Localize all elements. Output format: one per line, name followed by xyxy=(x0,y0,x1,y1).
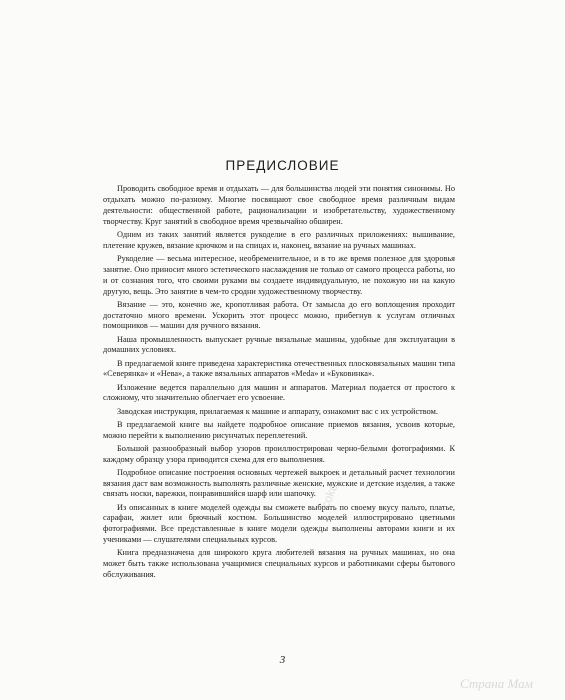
paragraph: Проводить свободное время и отдыхать — для большинства людей эти понятия синонимы. Но отдыхать можно по-разному. Многие посвящают свое свободное время различным видам деятельности: общественной работе, рационализации и изобретательству, художественному творчеству. Круг занятий в свободное время чрезвычайно обширен. xyxy=(103,184,455,226)
corner-watermark: Страна Мам xyxy=(460,676,533,691)
paragraph: Рукоделие — весьма интересное, необременительное, и в то же время полезное для здоровья занятие. Оно приносит много эстетического наслаждения не только от самого процесса работы, но и от сознания того, что своими руками вы создаете индивидуальную, не похожую ни на какую другую, вещь. Это занятие в чем-то сродни художественному творчеству. xyxy=(103,253,455,296)
paragraph: В предлагаемой книге приведена характеристика отечественных плосковязальных машин типа «Северянка» и «Нева», а также вязальных аппаратов «Meda» и «Буковинка». xyxy=(103,358,455,379)
paragraph: Вязание — это, конечно же, кропотливая работа. От замысла до его воплощения проходит достаточно много времени. Ускорить этот процесс можно, прибегнув к услугам отличных помощников — машин для ручного вязания. xyxy=(103,299,455,331)
preface-body xyxy=(103,184,455,583)
paragraph: Наша промышленность выпускает ручные вязальные машины, удобные для эксплуатации в домашних условиях. xyxy=(103,334,455,355)
paragraph: Одним из таких занятий является рукоделие в его различных приложениях: вышивание, плетение кружев, вязание крючком и на спицах и, наконец, вязание на ручных машинах. xyxy=(103,229,455,250)
paragraph: Заводская инструкция, прилагаемая к машине и аппарату, ознакомит вас с их устройством. xyxy=(117,406,438,416)
paragraph: Из описанных в книге моделей одежды вы сможете выбрать по своему вкусу пальто, платье, сарафан, жилет или брючный костюм. Большинство моделей иллюстрировано цветными фотографиями. Все представленные в книге модели одежды выполнены авторами книги и их учениками — слушателями специальных курсов. xyxy=(103,502,455,545)
paragraph: Книга предназначена для широкого круга любителей вязания на ручных машинах, но она может быть также использована учащимися специальных курсов и работниками сферы бытового обслуживания. xyxy=(103,548,455,580)
page-title: ПРЕДИСЛОВИЕ xyxy=(225,158,340,173)
page-number: 3 xyxy=(279,654,286,666)
paragraph: Подробное описание построения основных чертежей выкроек и детальный расчет технологии вязания даст вам возможность выполнять различные женские, мужские и детские изделия, а также связать носки, варежки, понравившийся шарф или шапочку. xyxy=(103,467,455,499)
paragraph: Большой разнообразный выбор узоров проиллюстрирован черно-белыми фотографиями. К каждому образцу узора приводится схема для его выполнения. xyxy=(103,443,455,464)
paragraph: В предлагаемой книге вы найдете подробное описание приемов вязания, усвоив которые, можно перейти к выполнению рисунчатых переплетений. xyxy=(103,419,455,440)
watermark: coko... xyxy=(318,472,345,511)
paragraph: Изложение ведется параллельно для машин и аппаратов. Материал подается от простого к сложному, что значительно облегчает его усвоение. xyxy=(103,382,455,403)
